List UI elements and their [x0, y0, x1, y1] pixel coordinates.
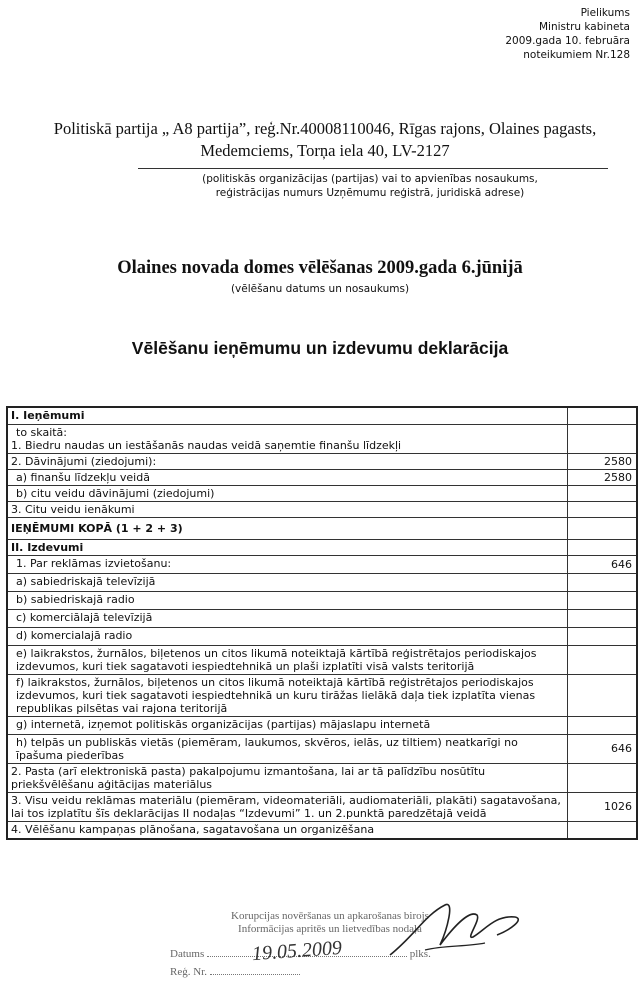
appendix-line: 2009.gada 10. februāra [505, 35, 630, 47]
table-row [7, 469, 637, 485]
row-label: f) laikrakstos, žurnālos, biļetenos un citos likumā noteiktajā kārtībā reģistrētajos periodiskajos izdevumos, kuri tiek sagatavoti iespiedtehnikā un kuru tirāžas lielākā daļa tiek izplatīta vienas republikas pilsētas vai rajona teritorijā [7, 674, 567, 716]
row-label: 3. Visu veidu reklāmas materiālu (piemēram, videomateriāli, audiomateriāli, plakāti) sagatavošana, lai tos izplatītu šīs deklarācijas II nodaļas “Izdevumi” 1. un 2.punktā paredzētajā veidā [7, 792, 567, 821]
row-label: h) telpās un publiskās vietās (piemēram, laukumos, skvēros, ielās, uz tiltiem) neatkarīgi no īpašuma piederības [7, 734, 567, 763]
table-row [7, 573, 637, 591]
row-amount [567, 716, 637, 734]
row-amount [567, 407, 637, 424]
row-label: c) komerciālajā televīzijā [7, 609, 567, 627]
stamp-reg-fill [210, 974, 300, 975]
party-caption [120, 172, 620, 200]
stamp-date-label: Datums [170, 948, 205, 960]
party-line-1: Politiskā partija „ A8 partija”, reģ.Nr.40008110046, Rīgas rajons, Olaines pagasts, [53, 119, 597, 138]
stamp-line-2: Informācijas apritēs un lietvedības nodaļa [238, 923, 422, 935]
table-row [7, 407, 637, 424]
table-row [7, 645, 637, 674]
row-amount [567, 573, 637, 591]
table-row [7, 424, 637, 453]
table-row [7, 555, 637, 573]
row-label: b) sabiedriskajā radio [7, 591, 567, 609]
appendix-line: Ministru kabineta [538, 21, 630, 33]
signature-icon [385, 895, 535, 965]
party-line-2: Medemciems, Torņa iela 40, LV-2127 [200, 141, 450, 160]
party-name [30, 118, 620, 162]
row-amount [567, 674, 637, 716]
table-row [7, 453, 637, 469]
row-amount [567, 485, 637, 501]
divider [138, 168, 608, 169]
row-amount [567, 627, 637, 645]
stamp-reg-label: Reģ. Nr. [170, 966, 207, 978]
table-row [7, 591, 637, 609]
row-label: IEŅĒMUMI KOPĀ (1 + 2 + 3) [7, 517, 567, 539]
stamp-pieces-label: plks. [409, 948, 431, 960]
row-amount [567, 821, 637, 839]
table-row [7, 627, 637, 645]
row-amount [567, 591, 637, 609]
row-label: II. Izdevumi [7, 539, 567, 555]
row-label: b) citu veidu dāvinājumi (ziedojumi) [7, 485, 567, 501]
row-amount [567, 424, 637, 453]
row-amount [567, 501, 637, 517]
row-amount [567, 763, 637, 792]
appendix-line: Pielikums [580, 7, 630, 19]
elections-title: Olaines novada domes vēlēšanas 2009.gada 6.jūnijā [117, 258, 523, 278]
row-amount: 2580 [567, 453, 637, 469]
row-amount [567, 609, 637, 627]
row-amount: 1026 [567, 792, 637, 821]
table-row [7, 501, 637, 517]
row-label: g) internetā, izņemot politiskās organizācijas (partijas) mājaslapu internetā [7, 716, 567, 734]
table-row [7, 539, 637, 555]
party-caption-line-2: reģistrācijas numurs Uzņēmumu reģistrā, juridiskā adrese) [215, 187, 525, 199]
appendix-note [505, 6, 630, 62]
table-row [7, 734, 637, 763]
table-row [7, 485, 637, 501]
elections-caption: (vēlēšanu datums un nosaukums) [230, 283, 410, 295]
row-label: a) sabiedriskajā televīzijā [7, 573, 567, 591]
party-caption-line-1: (politiskās organizācijas (partijas) vai to apvienības nosaukums, [202, 173, 538, 185]
appendix-line: noteikumiem Nr.128 [523, 49, 630, 61]
row-label: e) laikrakstos, žurnālos, biļetenos un citos likumā noteiktajā kārtībā reģistrētajos periodiskajos izdevumos, kuri tiek sagatavoti iespiedtehnikā un plaši izplatīti visā valsts teritorijā [7, 645, 567, 674]
row-label: 2. Pasta (arī elektroniskā pasta) pakalpojumu izmantošana, lai ar tā palīdzību nosūtītu priekšvēlēšanu aģitācijas materiālus [7, 763, 567, 792]
table-row [7, 821, 637, 839]
declaration-table [6, 406, 638, 840]
stamp-reg-row [170, 966, 300, 978]
row-amount: 2580 [567, 469, 637, 485]
row-label: a) finanšu līdzekļu veidā [7, 469, 567, 485]
row-amount [567, 539, 637, 555]
row-amount [567, 517, 637, 539]
table-row [7, 792, 637, 821]
table-row [7, 716, 637, 734]
declaration-title: Vēlēšanu ieņēmumu un izdevumu deklarācija [131, 338, 509, 358]
table-row [7, 674, 637, 716]
row-label: to skaitā: 1. Biedru naudas un iestāšanās naudas veidā saņemtie finanšu līdzekļi [7, 424, 567, 453]
table-row [7, 609, 637, 627]
row-label: d) komercialajā radio [7, 627, 567, 645]
handwritten-date: 19.05.2009 [251, 936, 343, 966]
table-row [7, 517, 637, 539]
row-amount: 646 [567, 734, 637, 763]
table-row [7, 763, 637, 792]
row-label: I. Ieņēmumi [7, 407, 567, 424]
stamp-line-1: Korupcijas novēršanas un apkarošanas birojs [231, 910, 429, 922]
row-label: 1. Par reklāmas izvietošanu: [7, 555, 567, 573]
row-label: 2. Dāvinājumi (ziedojumi): [7, 453, 567, 469]
row-label: 4. Vēlēšanu kampaņas plānošana, sagatavošana un organizēšana [7, 821, 567, 839]
row-label: 3. Citu veidu ienākumi [7, 501, 567, 517]
row-amount [567, 645, 637, 674]
row-amount: 646 [567, 555, 637, 573]
